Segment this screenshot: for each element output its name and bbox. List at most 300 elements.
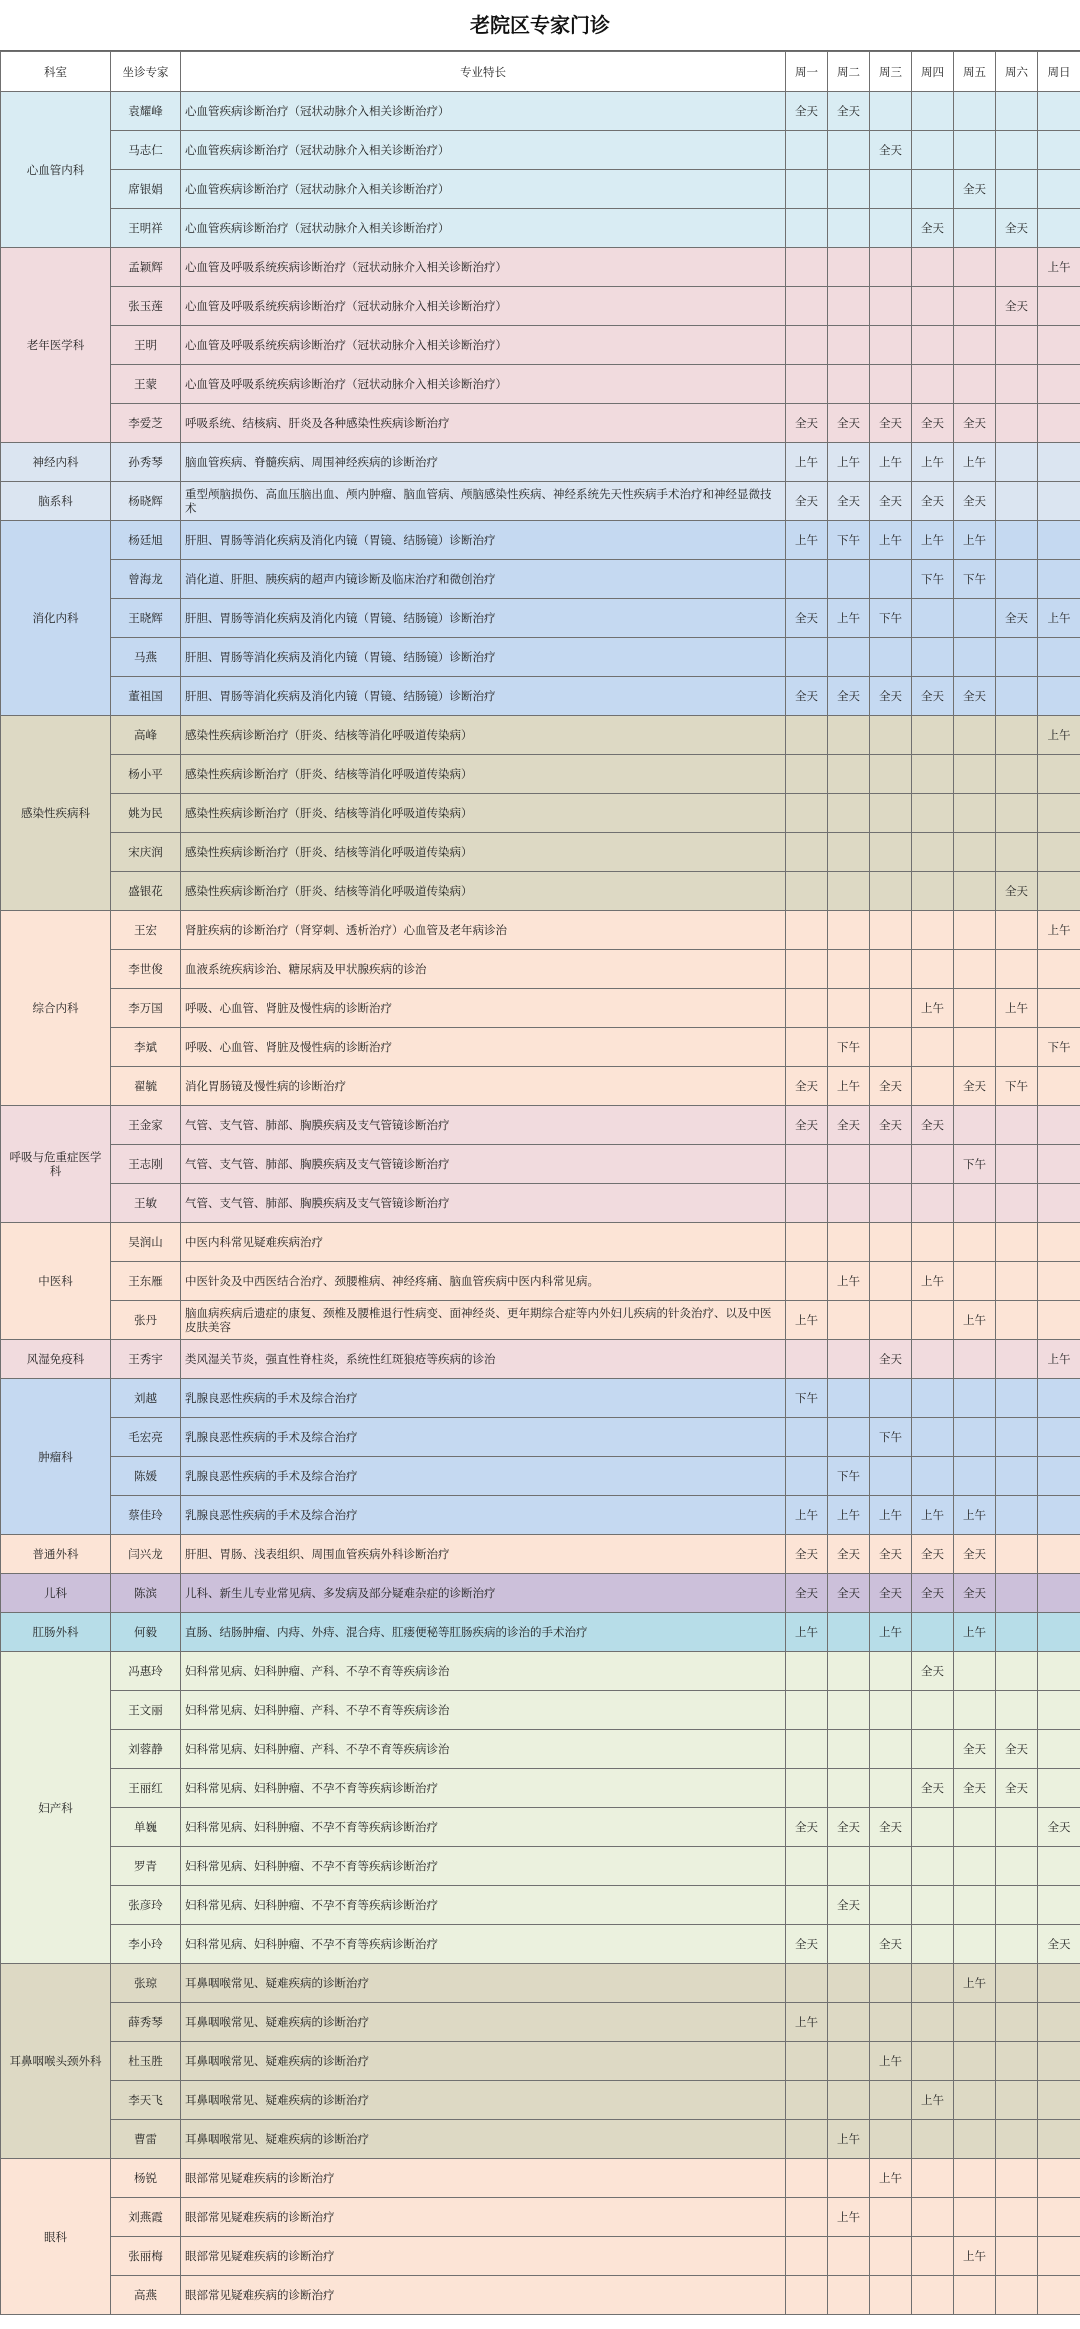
schedule-cell: 全天 xyxy=(786,599,828,638)
doctor-name-cell: 李万国 xyxy=(111,989,181,1028)
schedule-cell: 上午 xyxy=(1038,599,1080,638)
schedule-cell xyxy=(996,677,1038,716)
schedule-cell xyxy=(954,872,996,911)
schedule-cell: 上午 xyxy=(828,599,870,638)
doctor-name-cell: 陈滨 xyxy=(111,1574,181,1613)
schedule-cell xyxy=(996,794,1038,833)
schedule-cell xyxy=(996,1847,1038,1886)
doctor-name-cell: 杨晓辉 xyxy=(111,482,181,521)
header-sun: 周日 xyxy=(1038,52,1080,92)
schedule-cell: 上午 xyxy=(1038,1340,1080,1379)
schedule-cell xyxy=(954,2159,996,2198)
schedule-cell: 上午 xyxy=(870,2042,912,2081)
schedule-cell xyxy=(870,92,912,131)
doctor-name-cell: 宋庆润 xyxy=(111,833,181,872)
schedule-cell xyxy=(786,1340,828,1379)
schedule-cell xyxy=(786,2120,828,2159)
table-row xyxy=(1,1769,1080,1808)
department-cell: 脑系科 xyxy=(1,482,111,521)
schedule-cell xyxy=(954,1379,996,1418)
doctor-name-cell: 董祖国 xyxy=(111,677,181,716)
schedule-cell xyxy=(786,2159,828,2198)
schedule-cell xyxy=(828,794,870,833)
schedule-cell xyxy=(912,287,954,326)
table-row xyxy=(1,989,1080,1028)
doctor-name-cell: 杨廷旭 xyxy=(111,521,181,560)
schedule-cell xyxy=(870,1028,912,1067)
schedule-cell: 下午 xyxy=(870,1418,912,1457)
specialty-cell: 耳鼻咽喉常见、疑难疾病的诊断治疗 xyxy=(181,2003,786,2042)
table-row xyxy=(1,482,1080,521)
schedule-cell xyxy=(786,872,828,911)
schedule-cell xyxy=(954,638,996,677)
doctor-name-cell: 何毅 xyxy=(111,1613,181,1652)
schedule-cell xyxy=(912,1301,954,1340)
schedule-cell: 下午 xyxy=(786,1379,828,1418)
schedule-cell xyxy=(1038,1613,1080,1652)
schedule-cell xyxy=(786,131,828,170)
schedule-cell xyxy=(1038,1574,1080,1613)
schedule-cell xyxy=(912,2003,954,2042)
schedule-cell xyxy=(912,131,954,170)
schedule-cell xyxy=(1038,2081,1080,2120)
department-cell: 妇产科 xyxy=(1,1652,111,1964)
schedule-cell xyxy=(954,248,996,287)
schedule-cell xyxy=(786,2237,828,2276)
schedule-cell xyxy=(954,2003,996,2042)
schedule-cell xyxy=(870,1184,912,1223)
schedule-cell: 全天 xyxy=(996,209,1038,248)
header-mon: 周一 xyxy=(786,52,828,92)
table-row xyxy=(1,1301,1080,1340)
schedule-cell: 全天 xyxy=(954,677,996,716)
schedule-cell xyxy=(828,560,870,599)
schedule-cell xyxy=(828,1964,870,2003)
schedule-cell xyxy=(786,365,828,404)
schedule-cell: 下午 xyxy=(1038,1028,1080,1067)
schedule-cell xyxy=(870,794,912,833)
schedule-cell xyxy=(912,1925,954,1964)
page-title: 老院区专家门诊 xyxy=(0,0,1080,51)
department-cell: 中医科 xyxy=(1,1223,111,1340)
schedule-cell: 全天 xyxy=(912,1106,954,1145)
specialty-cell: 消化胃肠镜及慢性病的诊断治疗 xyxy=(181,1067,786,1106)
schedule-cell xyxy=(828,2081,870,2120)
schedule-cell: 全天 xyxy=(786,1808,828,1847)
schedule-cell: 全天 xyxy=(786,482,828,521)
schedule-cell: 上午 xyxy=(912,1496,954,1535)
schedule-cell xyxy=(996,833,1038,872)
schedule-cell xyxy=(1038,2276,1080,2315)
schedule-cell: 全天 xyxy=(870,482,912,521)
table-row xyxy=(1,1067,1080,1106)
schedule-cell xyxy=(996,1496,1038,1535)
table-row xyxy=(1,209,1080,248)
table-row xyxy=(1,2159,1080,2198)
schedule-cell xyxy=(786,794,828,833)
schedule-cell: 全天 xyxy=(828,482,870,521)
schedule-cell xyxy=(912,1457,954,1496)
schedule-cell xyxy=(912,911,954,950)
schedule-cell: 全天 xyxy=(870,1340,912,1379)
schedule-cell xyxy=(1038,2003,1080,2042)
table-row xyxy=(1,248,1080,287)
schedule-cell: 全天 xyxy=(786,1535,828,1574)
schedule-cell xyxy=(954,131,996,170)
schedule-cell xyxy=(1038,638,1080,677)
schedule-cell xyxy=(1038,326,1080,365)
schedule-cell xyxy=(870,1847,912,1886)
schedule-cell xyxy=(996,1457,1038,1496)
table-row xyxy=(1,1028,1080,1067)
schedule-cell xyxy=(786,2081,828,2120)
schedule-cell xyxy=(954,755,996,794)
schedule-cell: 全天 xyxy=(870,131,912,170)
schedule-cell xyxy=(996,365,1038,404)
schedule-cell xyxy=(996,170,1038,209)
table-row xyxy=(1,1691,1080,1730)
department-cell: 消化内科 xyxy=(1,521,111,716)
schedule-cell xyxy=(870,1769,912,1808)
schedule-cell xyxy=(1038,755,1080,794)
schedule-cell xyxy=(996,2237,1038,2276)
schedule-cell xyxy=(828,911,870,950)
schedule-cell: 全天 xyxy=(870,1067,912,1106)
schedule-cell xyxy=(870,1223,912,1262)
schedule-cell xyxy=(912,716,954,755)
schedule-cell xyxy=(786,170,828,209)
schedule-cell xyxy=(1038,560,1080,599)
specialty-cell: 眼部常见疑难疾病的诊断治疗 xyxy=(181,2198,786,2237)
specialty-cell: 妇科常见病、妇科肿瘤、不孕不育等疾病诊断治疗 xyxy=(181,1769,786,1808)
schedule-cell xyxy=(912,1691,954,1730)
table-row xyxy=(1,1574,1080,1613)
schedule-cell xyxy=(954,2276,996,2315)
schedule-cell: 上午 xyxy=(870,443,912,482)
schedule-cell xyxy=(786,1652,828,1691)
schedule-cell xyxy=(912,248,954,287)
doctor-name-cell: 曾海龙 xyxy=(111,560,181,599)
schedule-cell xyxy=(1038,950,1080,989)
schedule-cell xyxy=(996,1886,1038,1925)
schedule-cell xyxy=(870,1457,912,1496)
schedule-cell xyxy=(828,209,870,248)
schedule-cell xyxy=(786,716,828,755)
doctor-name-cell: 曹雷 xyxy=(111,2120,181,2159)
table-row xyxy=(1,1379,1080,1418)
schedule-cell: 全天 xyxy=(786,1106,828,1145)
schedule-cell xyxy=(912,2237,954,2276)
table-row xyxy=(1,287,1080,326)
doctor-name-cell: 张丹 xyxy=(111,1301,181,1340)
specialty-cell: 气管、支气管、肺部、胸膜疾病及支气管镜诊断治疗 xyxy=(181,1106,786,1145)
specialty-cell: 妇科常见病、妇科肿瘤、不孕不育等疾病诊断治疗 xyxy=(181,1886,786,1925)
table-row xyxy=(1,365,1080,404)
schedule-cell xyxy=(870,2120,912,2159)
schedule-cell xyxy=(828,2042,870,2081)
doctor-name-cell: 马燕 xyxy=(111,638,181,677)
schedule-cell xyxy=(912,1340,954,1379)
schedule-cell xyxy=(1038,482,1080,521)
specialty-cell: 肝胆、胃肠等消化疾病及消化内镜（胃镜、结肠镜）诊断治疗 xyxy=(181,677,786,716)
table-row xyxy=(1,1223,1080,1262)
table-row xyxy=(1,677,1080,716)
doctor-name-cell: 张彦玲 xyxy=(111,1886,181,1925)
schedule-cell: 全天 xyxy=(786,1925,828,1964)
schedule-cell: 全天 xyxy=(786,92,828,131)
schedule-cell xyxy=(786,1262,828,1301)
schedule-cell xyxy=(870,1145,912,1184)
table-row xyxy=(1,1964,1080,2003)
schedule-cell xyxy=(870,2003,912,2042)
schedule-cell xyxy=(996,1691,1038,1730)
doctor-name-cell: 杨锐 xyxy=(111,2159,181,2198)
schedule-cell xyxy=(786,1457,828,1496)
schedule-cell: 全天 xyxy=(786,1067,828,1106)
doctor-name-cell: 杨小平 xyxy=(111,755,181,794)
specialty-cell: 心血管疾病诊断治疗（冠状动脉介入相关诊断治疗） xyxy=(181,92,786,131)
schedule-cell xyxy=(870,1730,912,1769)
schedule-cell: 上午 xyxy=(1038,248,1080,287)
schedule-cell xyxy=(828,1652,870,1691)
schedule-cell xyxy=(996,1262,1038,1301)
schedule-cell xyxy=(1038,2198,1080,2237)
schedule-cell xyxy=(828,1379,870,1418)
schedule-cell xyxy=(954,92,996,131)
doctor-name-cell: 张玉莲 xyxy=(111,287,181,326)
schedule-cell: 上午 xyxy=(912,989,954,1028)
specialty-cell: 肾脏疾病的诊断治疗（肾穿刺、透析治疗）心血管及老年病诊治 xyxy=(181,911,786,950)
schedule-cell xyxy=(870,716,912,755)
schedule-cell xyxy=(828,1418,870,1457)
schedule-cell xyxy=(1038,365,1080,404)
schedule-cell: 全天 xyxy=(1038,1808,1080,1847)
specialty-cell: 肝胆、胃肠等消化疾病及消化内镜（胃镜、结肠镜）诊断治疗 xyxy=(181,638,786,677)
doctor-name-cell: 翟毓 xyxy=(111,1067,181,1106)
doctor-name-cell: 王秀宇 xyxy=(111,1340,181,1379)
schedule-cell xyxy=(1038,1847,1080,1886)
doctor-name-cell: 马志仁 xyxy=(111,131,181,170)
table-row xyxy=(1,2042,1080,2081)
specialty-cell: 乳腺良恶性疾病的手术及综合治疗 xyxy=(181,1418,786,1457)
schedule-cell xyxy=(954,911,996,950)
doctor-name-cell: 罗青 xyxy=(111,1847,181,1886)
doctor-name-cell: 张丽梅 xyxy=(111,2237,181,2276)
schedule-cell xyxy=(1038,872,1080,911)
specialty-cell: 气管、支气管、肺部、胸膜疾病及支气管镜诊断治疗 xyxy=(181,1184,786,1223)
specialty-cell: 呼吸、心血管、肾脏及慢性病的诊断治疗 xyxy=(181,989,786,1028)
schedule-cell xyxy=(996,560,1038,599)
schedule-cell: 全天 xyxy=(996,1730,1038,1769)
schedule-cell xyxy=(996,2042,1038,2081)
schedule-cell xyxy=(1038,2237,1080,2276)
schedule-cell xyxy=(828,989,870,1028)
schedule-cell xyxy=(828,833,870,872)
schedule-cell: 全天 xyxy=(912,209,954,248)
schedule-cell xyxy=(996,1106,1038,1145)
table-row xyxy=(1,2237,1080,2276)
table-row xyxy=(1,872,1080,911)
schedule-cell xyxy=(870,950,912,989)
schedule-cell: 全天 xyxy=(912,482,954,521)
schedule-cell: 上午 xyxy=(912,2081,954,2120)
specialty-cell: 感染性疾病诊断治疗（肝炎、结核等消化呼吸道传染病） xyxy=(181,872,786,911)
schedule-cell xyxy=(1038,1886,1080,1925)
schedule-cell xyxy=(996,521,1038,560)
schedule-cell: 全天 xyxy=(996,872,1038,911)
schedule-cell: 全天 xyxy=(954,404,996,443)
schedule-cell xyxy=(870,911,912,950)
schedule-cell xyxy=(786,1730,828,1769)
doctor-name-cell: 王明 xyxy=(111,326,181,365)
table-row xyxy=(1,1847,1080,1886)
schedule-cell xyxy=(828,365,870,404)
schedule-cell xyxy=(954,1262,996,1301)
table-row xyxy=(1,404,1080,443)
specialty-cell: 心血管及呼吸系统疾病诊断治疗（冠状动脉介入相关诊断治疗） xyxy=(181,248,786,287)
schedule-cell xyxy=(1038,2120,1080,2159)
schedule-cell xyxy=(912,2198,954,2237)
schedule-cell xyxy=(1038,1379,1080,1418)
schedule-cell xyxy=(786,1847,828,1886)
schedule-cell xyxy=(828,872,870,911)
specialty-cell: 眼部常见疑难疾病的诊断治疗 xyxy=(181,2159,786,2198)
schedule-cell xyxy=(996,1301,1038,1340)
schedule-cell xyxy=(996,1379,1038,1418)
department-cell: 老年医学科 xyxy=(1,248,111,443)
table-row xyxy=(1,2003,1080,2042)
schedule-cell xyxy=(996,638,1038,677)
schedule-cell xyxy=(912,2042,954,2081)
schedule-cell xyxy=(870,755,912,794)
department-cell: 风湿免疫科 xyxy=(1,1340,111,1379)
schedule-cell xyxy=(1038,677,1080,716)
schedule-cell xyxy=(786,2042,828,2081)
doctor-name-cell: 王金家 xyxy=(111,1106,181,1145)
doctor-name-cell: 席银娟 xyxy=(111,170,181,209)
schedule-cell xyxy=(954,1457,996,1496)
department-cell: 眼科 xyxy=(1,2159,111,2315)
schedule-cell xyxy=(828,2003,870,2042)
schedule-cell xyxy=(996,1184,1038,1223)
schedule-cell xyxy=(828,287,870,326)
schedule-cell: 全天 xyxy=(786,404,828,443)
schedule-cell: 全天 xyxy=(828,677,870,716)
schedule-cell xyxy=(1038,989,1080,1028)
doctor-name-cell: 李世俊 xyxy=(111,950,181,989)
schedule-cell: 下午 xyxy=(996,1067,1038,1106)
schedule-cell xyxy=(996,404,1038,443)
schedule-cell xyxy=(786,950,828,989)
schedule-cell: 全天 xyxy=(870,1574,912,1613)
schedule-cell xyxy=(954,950,996,989)
schedule-cell xyxy=(870,326,912,365)
doctor-name-cell: 盛银花 xyxy=(111,872,181,911)
table-row xyxy=(1,131,1080,170)
schedule-cell xyxy=(996,716,1038,755)
specialty-cell: 儿科、新生儿专业常见病、多发病及部分疑难杂症的诊断治疗 xyxy=(181,1574,786,1613)
schedule-cell xyxy=(996,2198,1038,2237)
specialty-cell: 呼吸、心血管、肾脏及慢性病的诊断治疗 xyxy=(181,1028,786,1067)
table-row xyxy=(1,560,1080,599)
header-doctor: 坐诊专家 xyxy=(111,52,181,92)
schedule-cell xyxy=(954,287,996,326)
specialty-cell: 妇科常见病、妇科肿瘤、不孕不育等疾病诊断治疗 xyxy=(181,1847,786,1886)
schedule-cell xyxy=(996,2003,1038,2042)
doctor-name-cell: 王宏 xyxy=(111,911,181,950)
schedule-cell xyxy=(1038,1184,1080,1223)
table-row xyxy=(1,599,1080,638)
doctor-name-cell: 姚为民 xyxy=(111,794,181,833)
specialty-cell: 妇科常见病、妇科肿瘤、产科、不孕不育等疾病诊治 xyxy=(181,1652,786,1691)
schedule-cell: 下午 xyxy=(828,1457,870,1496)
specialty-cell: 脑血病疾病后遗症的康复、颈椎及腰椎退行性病变、面神经炎、更年期综合症等内外妇儿疾病的针灸治疗、以及中医皮肤美容 xyxy=(181,1301,786,1340)
schedule-cell xyxy=(954,326,996,365)
schedule-cell xyxy=(786,1184,828,1223)
schedule-cell: 上午 xyxy=(954,1613,996,1652)
schedule-cell xyxy=(828,2276,870,2315)
schedule-cell xyxy=(870,1301,912,1340)
schedule-cell: 下午 xyxy=(954,560,996,599)
doctor-name-cell: 李小玲 xyxy=(111,1925,181,1964)
schedule-table xyxy=(0,51,1080,2315)
schedule-cell: 全天 xyxy=(912,1535,954,1574)
schedule-cell: 全天 xyxy=(954,482,996,521)
schedule-cell xyxy=(1038,131,1080,170)
schedule-cell xyxy=(912,1418,954,1457)
table-row xyxy=(1,950,1080,989)
schedule-cell xyxy=(954,1106,996,1145)
department-cell: 肛肠外科 xyxy=(1,1613,111,1652)
schedule-cell xyxy=(1038,404,1080,443)
doctor-name-cell: 薛秀琴 xyxy=(111,2003,181,2042)
table-row xyxy=(1,911,1080,950)
schedule-cell: 下午 xyxy=(828,521,870,560)
doctor-name-cell: 陈媛 xyxy=(111,1457,181,1496)
specialty-cell: 类风湿关节炎，强直性脊柱炎，系统性红斑狼疮等疾病的诊治 xyxy=(181,1340,786,1379)
table-row xyxy=(1,1925,1080,1964)
schedule-cell xyxy=(786,2276,828,2315)
schedule-cell: 上午 xyxy=(828,2120,870,2159)
department-cell: 肿瘤科 xyxy=(1,1379,111,1535)
schedule-cell xyxy=(786,833,828,872)
doctor-name-cell: 孟颖辉 xyxy=(111,248,181,287)
schedule-cell xyxy=(786,248,828,287)
schedule-cell xyxy=(828,1769,870,1808)
schedule-cell xyxy=(870,1652,912,1691)
schedule-cell xyxy=(1038,287,1080,326)
table-row xyxy=(1,92,1080,131)
schedule-cell: 上午 xyxy=(912,1262,954,1301)
schedule-cell xyxy=(870,2237,912,2276)
doctor-name-cell: 李天飞 xyxy=(111,2081,181,2120)
schedule-cell xyxy=(1038,1652,1080,1691)
schedule-cell xyxy=(1038,521,1080,560)
doctor-name-cell: 李爱芝 xyxy=(111,404,181,443)
department-cell: 呼吸与危重症医学科 xyxy=(1,1106,111,1223)
specialty-cell: 中医针灸及中西医结合治疗、颈腰椎病、神经疼痛、脑血管疾病中医内科常见病。 xyxy=(181,1262,786,1301)
schedule-cell xyxy=(870,209,912,248)
specialty-cell: 妇科常见病、妇科肿瘤、产科、不孕不育等疾病诊治 xyxy=(181,1730,786,1769)
schedule-cell xyxy=(996,755,1038,794)
doctor-name-cell: 吴润山 xyxy=(111,1223,181,1262)
schedule-cell xyxy=(1038,443,1080,482)
doctor-name-cell: 王丽红 xyxy=(111,1769,181,1808)
schedule-cell: 全天 xyxy=(828,404,870,443)
schedule-cell xyxy=(1038,1964,1080,2003)
schedule-cell xyxy=(1038,209,1080,248)
schedule-cell xyxy=(912,1184,954,1223)
